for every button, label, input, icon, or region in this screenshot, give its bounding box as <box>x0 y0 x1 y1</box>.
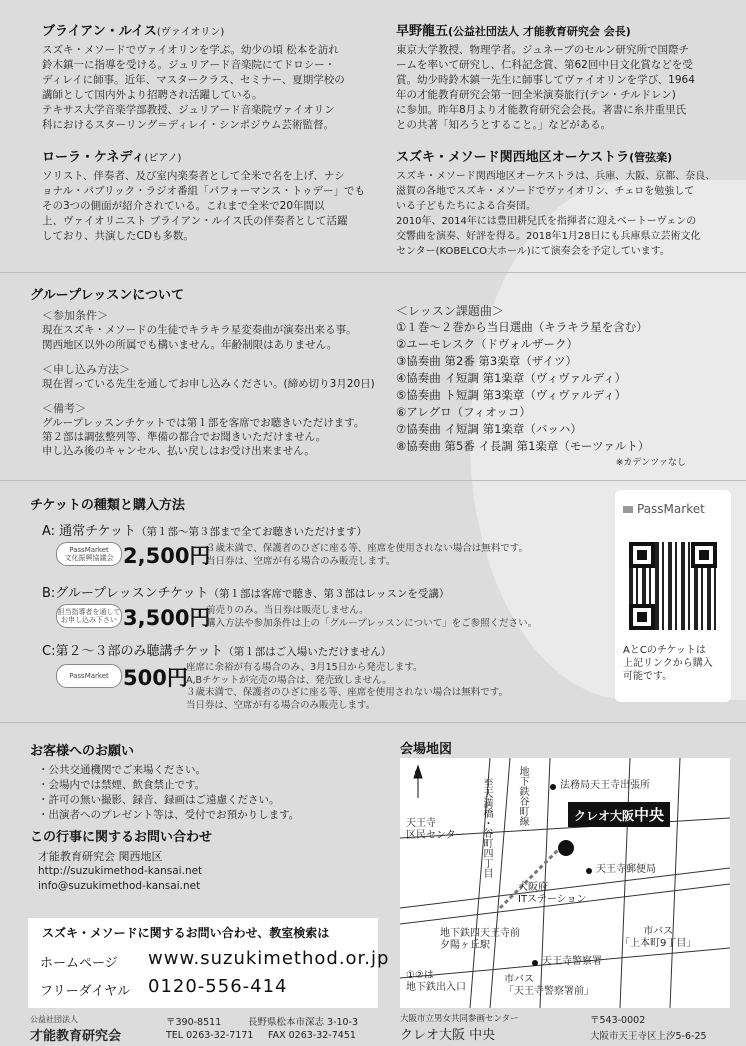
station-label: 地下鉄四天王寺前 夕陽ヶ丘駅 <box>440 928 520 951</box>
piece-item: ⑤協奏曲 ト短調 第3楽章（ヴィヴァルディ） <box>396 388 627 402</box>
profile-lewis <box>42 20 382 133</box>
profile-orchestra <box>396 146 736 259</box>
ticket-a-note: ３歳未満で、保護者のひざに座る等、座席を使用されない場合は無料です。 当日券は、空席が有る場合のみ販売します。 <box>206 543 529 567</box>
apply-heading: ＜申し込み方法＞ <box>42 363 130 376</box>
exit-note: ①②は 地下鉄出入口 <box>406 970 466 993</box>
passmarket-logo: PassMarket <box>56 664 122 688</box>
piece-item: ①１巻～２巻から当日選曲（キラキラ星を含む） <box>396 320 648 334</box>
group-lesson-section <box>30 284 380 458</box>
ticket-b <box>42 582 449 601</box>
piece-item: ⑧協奏曲 第5番 イ長調 第1楽章（モーツァルト） <box>396 439 650 453</box>
venue-zip: 〒543-0002 <box>590 1015 646 1026</box>
cadenza-note: ※カデンツァなし <box>615 458 686 468</box>
ticket-a-price: 2,500円 <box>123 544 211 568</box>
passmarket-text: AとCのチケットは 上記リンクから購入 可能です。 <box>623 645 713 682</box>
north-label: N <box>414 770 422 781</box>
profile-hayano <box>396 20 736 133</box>
legal-office-label: 法務局天王寺出張所 <box>560 780 650 791</box>
direction-label: 至天満橋・谷町四丁目 <box>481 778 492 878</box>
piece-item: ⑦協奏曲 イ短調 第1楽章（バッハ） <box>396 422 582 436</box>
profile-name: ブライアン・ルイス(ヴァイオリン) <box>42 24 225 39</box>
requests-title: お客様へのお願い <box>30 744 135 759</box>
ticket-a-head: A: 通常チケット（第１部～第３部まで全てお聴きいただけます） <box>42 524 368 539</box>
freedial-number[interactable]: 0120-556-414 <box>148 976 288 997</box>
qr-code[interactable] <box>629 542 717 630</box>
passmarket-brand: PassMarket <box>623 502 705 516</box>
pieces-list <box>396 302 726 468</box>
note-heading: ＜備考＞ <box>42 402 86 415</box>
org-zip: 〒390-8511 <box>166 1017 222 1028</box>
piece-item: ④協奏曲 イ短調 第1楽章（ヴィヴァルディ） <box>396 371 627 385</box>
ward-center-label: 天王寺 区民センター <box>406 818 466 841</box>
profile-name: ローラ・ケネディ(ピアノ) <box>42 150 182 165</box>
it-station-label: 大阪府 ITステーション <box>518 882 587 905</box>
divider <box>0 480 746 481</box>
group-ticket-logo: 担当指導者を通して お申し込み下さい <box>56 604 122 628</box>
contact-section <box>30 826 380 894</box>
venue-sub: 大阪市立男女共同参画センター <box>400 1014 519 1024</box>
cond-heading: ＜参加条件＞ <box>42 309 108 322</box>
piece-item: ⑥アレグロ（フィオッコ） <box>396 405 531 419</box>
homepage-label: ホームページ <box>40 956 118 971</box>
passmarket-logo: PassMarket 文化振興協議会 <box>56 542 122 566</box>
pieces <box>396 319 726 455</box>
ticket-a <box>42 520 367 539</box>
post-office-label: 天王寺郵便局 <box>596 864 656 875</box>
piece-item: ③協奏曲 第2番 第3楽章（ザイツ） <box>396 354 577 368</box>
contact-title: この行事に関するお問い合わせ <box>30 830 213 845</box>
profile-name: スズキ・メソード関西地区オーケストラ(管弦楽) <box>396 150 673 165</box>
section-title: グループレッスンについて <box>30 288 185 303</box>
profile-bio: スズキ・メソード関西地区オーケストラは、兵庫、大阪、京都、奈良、 滋賀の各地でスズキ・メソードでヴァイオリン、チェロを勉強して いる子どもたちによる合奏団。 2010年、2014年には豊田耕兒氏を指揮者に迎えベートーヴェンの 交響曲を演奏、好評を得る。2018年1月28日にも兵庫県立芸術文化 センター(KOBELCO大ホール)にて演奏会を予定しています。 <box>396 171 716 257</box>
bus-stop-1-label: 市バス 「上本町9丁目」 <box>620 926 697 949</box>
profile-bio: スズキ・メソードでヴァイオリンを学ぶ。幼少の頃 松本を訪れ 鈴木鎮一に指導を受ける。ジュリアード音楽院にてドロシー・ ディレイに師事。近年、マスタークラス、セミナー、夏期学校の 講師として国内外より招聘され活躍している。 テキサス大学音楽学部教授、ジュリアード音楽院ヴァイオリン 科におけるスターリング＝ディレイ・シンポジウム芸術監督。 <box>42 44 345 131</box>
inquiry-heading: スズキ・メソードに関するお問い合わせ、教室検索は <box>42 926 330 940</box>
profile-name: 早野龍五(公益社団法人 才能教育研究会 会長) <box>396 24 631 39</box>
ticket-b-head: B:グループレッスンチケット（第１部は客席で聴き、第３部はレッスンを受講） <box>42 586 450 601</box>
contact-org: 才能教育研究会 関西地区 <box>38 850 163 863</box>
pieces-heading: ＜レッスン課題曲＞ <box>396 304 504 318</box>
homepage-url[interactable]: www.suzukimethod.or.jp <box>148 948 390 969</box>
ticket-b-note: 前売りのみ。当日券は販売しません。 購入方法や参加条件は上の「グループレッスンについて」をご参照ください。 <box>206 605 538 629</box>
ticket-b-price: 3,500円 <box>123 606 211 630</box>
passmarket-box <box>615 490 731 702</box>
ticket-c-note: 座席に余裕が有る場合のみ、3月15日から発売します。 A,Bチケットが完売の場合は、発売致しません。 ３歳未満で、保護者のひざに座る等、座席を使用されない場合は無料です。 当日券は、空席が有る場合のみ販売します。 <box>186 662 509 711</box>
org-fax: FAX 0263-32-7451 <box>268 1030 356 1041</box>
org-address: 長野県松本市深志 3-10-3 <box>248 1017 359 1028</box>
divider <box>0 272 746 273</box>
contact-email[interactable]: info@suzukimethod-kansai.net <box>38 880 201 892</box>
inquiry-box <box>28 918 390 1008</box>
ticket-c-head: C:第２～３部のみ聴講チケット（第１部はご入場いただけません） <box>42 644 392 659</box>
venue-map <box>400 758 730 1008</box>
profile-bio: 東京大学教授、物理学者。ジュネーブのセルン研究所で国際チ ームを率いて研究し、仁科記念賞、第62回中日文化賞などを受 賞。幼少時鈴木鎮一先生に師事してヴァイオリンを学び、1964 年の才能教育研究会第一回全米演奏旅行(テン・チルドレン) に参加。昨年8月より才能教育研究会会長。著書に糸井重里氏 との共著「知ろうとすること。」などがある。 <box>396 44 695 131</box>
contact-url[interactable]: http://suzukimethod-kansai.net <box>38 865 203 877</box>
subway-line-label: 地下鉄谷町線 <box>517 766 528 826</box>
venue-name: クレオ大阪 中央 <box>400 1028 496 1043</box>
venue-label: クレオ大阪中央 <box>568 802 670 827</box>
cond-text: 現在スズキ・メソードの生徒でキラキラ星変奏曲が演奏出来る事。 関西地区以外の所属でも構いません。年齢制限はありません。 <box>42 324 357 351</box>
org-tel: TEL 0263-32-7171 <box>166 1030 254 1041</box>
divider <box>0 722 746 723</box>
org-logo: 公益社団法人 才能教育研究会 <box>30 1015 122 1044</box>
police-label: 天王寺警察署 <box>542 956 602 967</box>
note-text: グループレッスンチケットでは第１部を客席でお聴きいただけます。 第２部は調弦整列等、準備の都合でお聞きいただけません。 申し込み後のキャンセル、払い戻しはお受け出来ません。 <box>42 417 365 457</box>
profile-kennedy <box>42 146 382 244</box>
profile-bio: ソリスト、伴奏者、及び室内楽奏者として全米で名を上げ、ナシ ョナル・パブリック・ラジオ番組「パフォーマンス・トゥデー」でも その3つの側面が紹介されている。これまで全米で20年間以 上、ヴァイオリニスト ブライアン・ルイス氏の伴奏者として活躍 しており、共演したCDも多数。 <box>42 170 366 242</box>
venue-address: 大阪市天王寺区上汐5-6-25 <box>590 1031 707 1042</box>
bus-stop-2-label: 市バス 「天王寺警察署前」 <box>504 974 594 997</box>
freedial-label: フリーダイヤル <box>40 984 131 999</box>
apply-text: 現在習っている先生を通してお申し込みください。(締め切り3月20日) <box>42 378 375 390</box>
tickets-title: チケットの種類と購入方法 <box>30 498 185 513</box>
requests-section <box>30 740 380 823</box>
map-title: 会場地図 <box>400 742 453 757</box>
piece-item: ②ユーモレスク（ドヴォルザーク） <box>396 337 579 351</box>
requests-list: ・公共交通機関でご来場ください。 ・会場内では禁煙、飲食禁止です。 ・許可の無い撮影、録音、録画はご遠慮ください。 ・出演者へのプレゼント等は、受付でお預かりします。 <box>38 764 300 821</box>
ticket-c-price: 500円 <box>123 666 188 690</box>
ticket-c <box>42 640 391 659</box>
